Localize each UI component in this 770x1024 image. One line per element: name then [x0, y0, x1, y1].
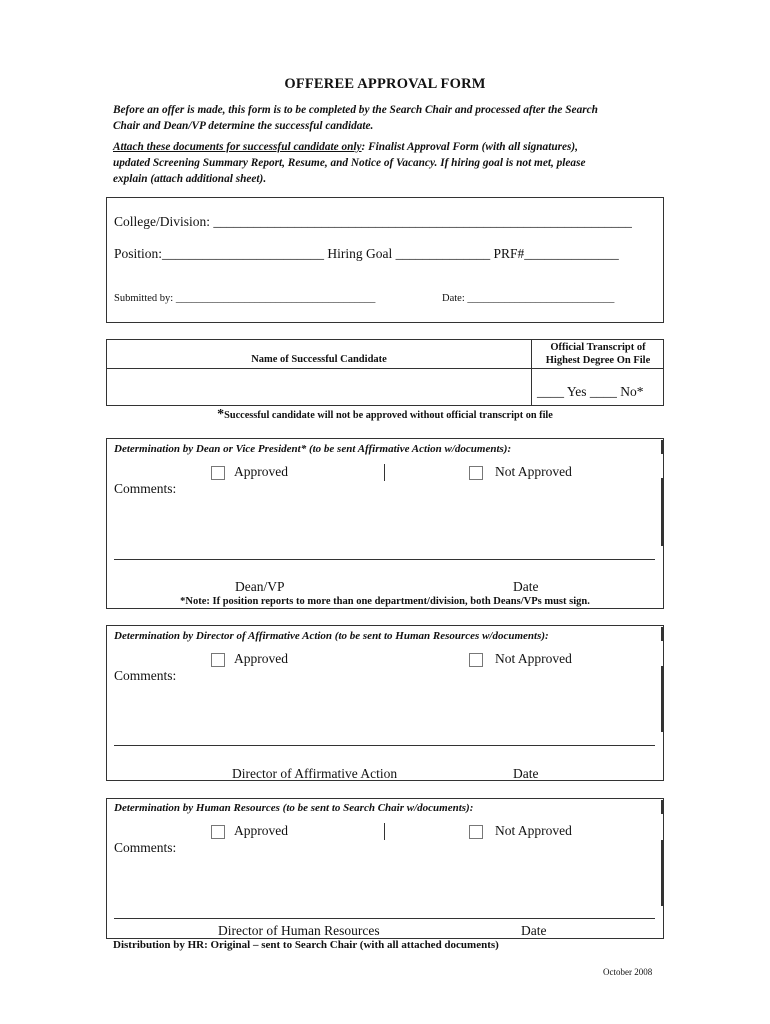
affirmative-action-section — [106, 625, 664, 781]
candidate-name-header: Name of Successful Candidate — [251, 354, 387, 365]
position-hiring-goal-prf-field[interactable]: Position:________________________ Hiring Goal ______________ PRF#______________ — [114, 246, 619, 261]
attach-line-2: updated Screening Summary Report, Resume, and Notice of Vacancy. If hiring goal is not met, please — [113, 157, 586, 169]
candidate-table — [106, 339, 664, 406]
transcript-footnote — [0, 407, 770, 423]
affirmative-action-date-label: Date — [513, 766, 539, 781]
intro-line-2: Chair and Dean/VP determine the successful candidate. — [113, 120, 374, 132]
footnote-star: * — [217, 407, 225, 422]
distribution-note: Distribution by HR: Original – sent to Search Chair (with all attached documents) — [113, 939, 499, 951]
affirmative-action-comments-label: Comments: — [114, 668, 177, 683]
college-division-field[interactable]: College/Division: ______________________________________________________________ — [114, 214, 632, 229]
dean-vp-date-label: Date — [513, 579, 539, 594]
human-resources-comments-input[interactable] — [207, 856, 647, 911]
dean-vp-section-title: Determination by Dean or Vice President* (to be sent Affirmative Action w/documents): — [114, 443, 512, 455]
dean-vp-comments-label: Comments: — [114, 481, 177, 496]
human-resources-approved-checkbox[interactable] — [211, 825, 225, 839]
human-resources-edge-mark-bottom — [661, 840, 663, 906]
dean-vp-approved-checkbox[interactable] — [211, 466, 225, 480]
affirmative-action-not-approved-checkbox[interactable] — [469, 653, 483, 667]
human-resources-signature-label: Director of Human Resources — [218, 923, 380, 938]
intro-text — [113, 102, 657, 134]
attach-rest: : Finalist Approval Form (with all signatures), — [361, 141, 579, 153]
human-resources-comments-label: Comments: — [114, 840, 177, 855]
affirmative-action-signature-label: Director of Affirmative Action — [232, 766, 398, 781]
transcript-header — [532, 341, 664, 367]
transcript-header-line-1: Official Transcript of — [550, 342, 646, 353]
affirmative-action-comments-input[interactable] — [207, 684, 647, 739]
affirmative-action-not-approved-label: Not Approved — [495, 651, 572, 666]
human-resources-not-approved-checkbox[interactable] — [469, 825, 483, 839]
human-resources-signature-line[interactable] — [114, 918, 655, 919]
human-resources-date-label: Date — [521, 923, 547, 938]
human-resources-section-title: Determination by Human Resources (to be sent to Search Chair w/documents): — [114, 802, 474, 814]
dean-vp-not-approved-checkbox[interactable] — [469, 466, 483, 480]
info-box — [106, 197, 664, 323]
dean-vp-signature-label: Dean/VP — [235, 579, 285, 594]
footer-date: October 2008 — [603, 967, 653, 977]
dean-vp-edge-mark-bottom — [661, 478, 663, 546]
human-resources-approved-label: Approved — [234, 823, 288, 838]
affirmative-action-signature-line[interactable] — [114, 745, 655, 746]
attach-line-1 — [113, 139, 657, 155]
dean-vp-bottom-border — [106, 608, 664, 609]
transcript-header-line-2: Highest Degree On File — [545, 355, 651, 366]
submitted-date-field[interactable]: Date: ____________________________ — [442, 293, 615, 304]
human-resources-section — [106, 798, 664, 939]
attach-line-3: explain (attach additional sheet). — [113, 173, 267, 185]
affirmative-action-edge-mark-bottom — [661, 666, 663, 732]
dean-vp-section — [106, 438, 664, 609]
form-title: OFFEREE APPROVAL FORM — [284, 76, 486, 92]
affirmative-action-approved-label: Approved — [234, 651, 288, 666]
attach-lead: Attach these documents for successful candidate only — [113, 141, 362, 153]
attachments-text — [113, 139, 657, 187]
footnote-text: Successful candidate will not be approved without official transcript on file — [224, 410, 553, 421]
dean-vp-comments-input[interactable] — [207, 497, 647, 557]
affirmative-action-approved-checkbox[interactable] — [211, 653, 225, 667]
intro-line-1: Before an offer is made, this form is to be completed by the Search Chair and processed after the Search — [113, 104, 598, 116]
dean-vp-approved-label: Approved — [234, 464, 288, 479]
submitted-by-field[interactable]: Submitted by: ______________________________________ — [114, 293, 376, 304]
human-resources-option-divider — [384, 823, 385, 840]
dean-vp-not-approved-label: Not Approved — [495, 464, 572, 479]
dean-vp-signature-line[interactable] — [114, 559, 655, 560]
affirmative-action-section-title: Determination by Director of Affirmative Action (to be sent to Human Resources w/documents): — [114, 630, 549, 642]
transcript-yes-no-field[interactable]: ____ Yes ____ No* — [537, 384, 644, 399]
candidate-name-input[interactable] — [108, 369, 530, 405]
human-resources-edge-mark-top — [661, 800, 663, 814]
affirmative-action-edge-mark-top — [661, 627, 663, 641]
dean-vp-edge-mark-top — [661, 440, 663, 454]
dean-vp-note: *Note: If position reports to more than one department/division, both Deans/VPs must sign. — [180, 596, 590, 607]
dean-vp-option-divider — [384, 464, 385, 481]
human-resources-not-approved-label: Not Approved — [495, 823, 572, 838]
